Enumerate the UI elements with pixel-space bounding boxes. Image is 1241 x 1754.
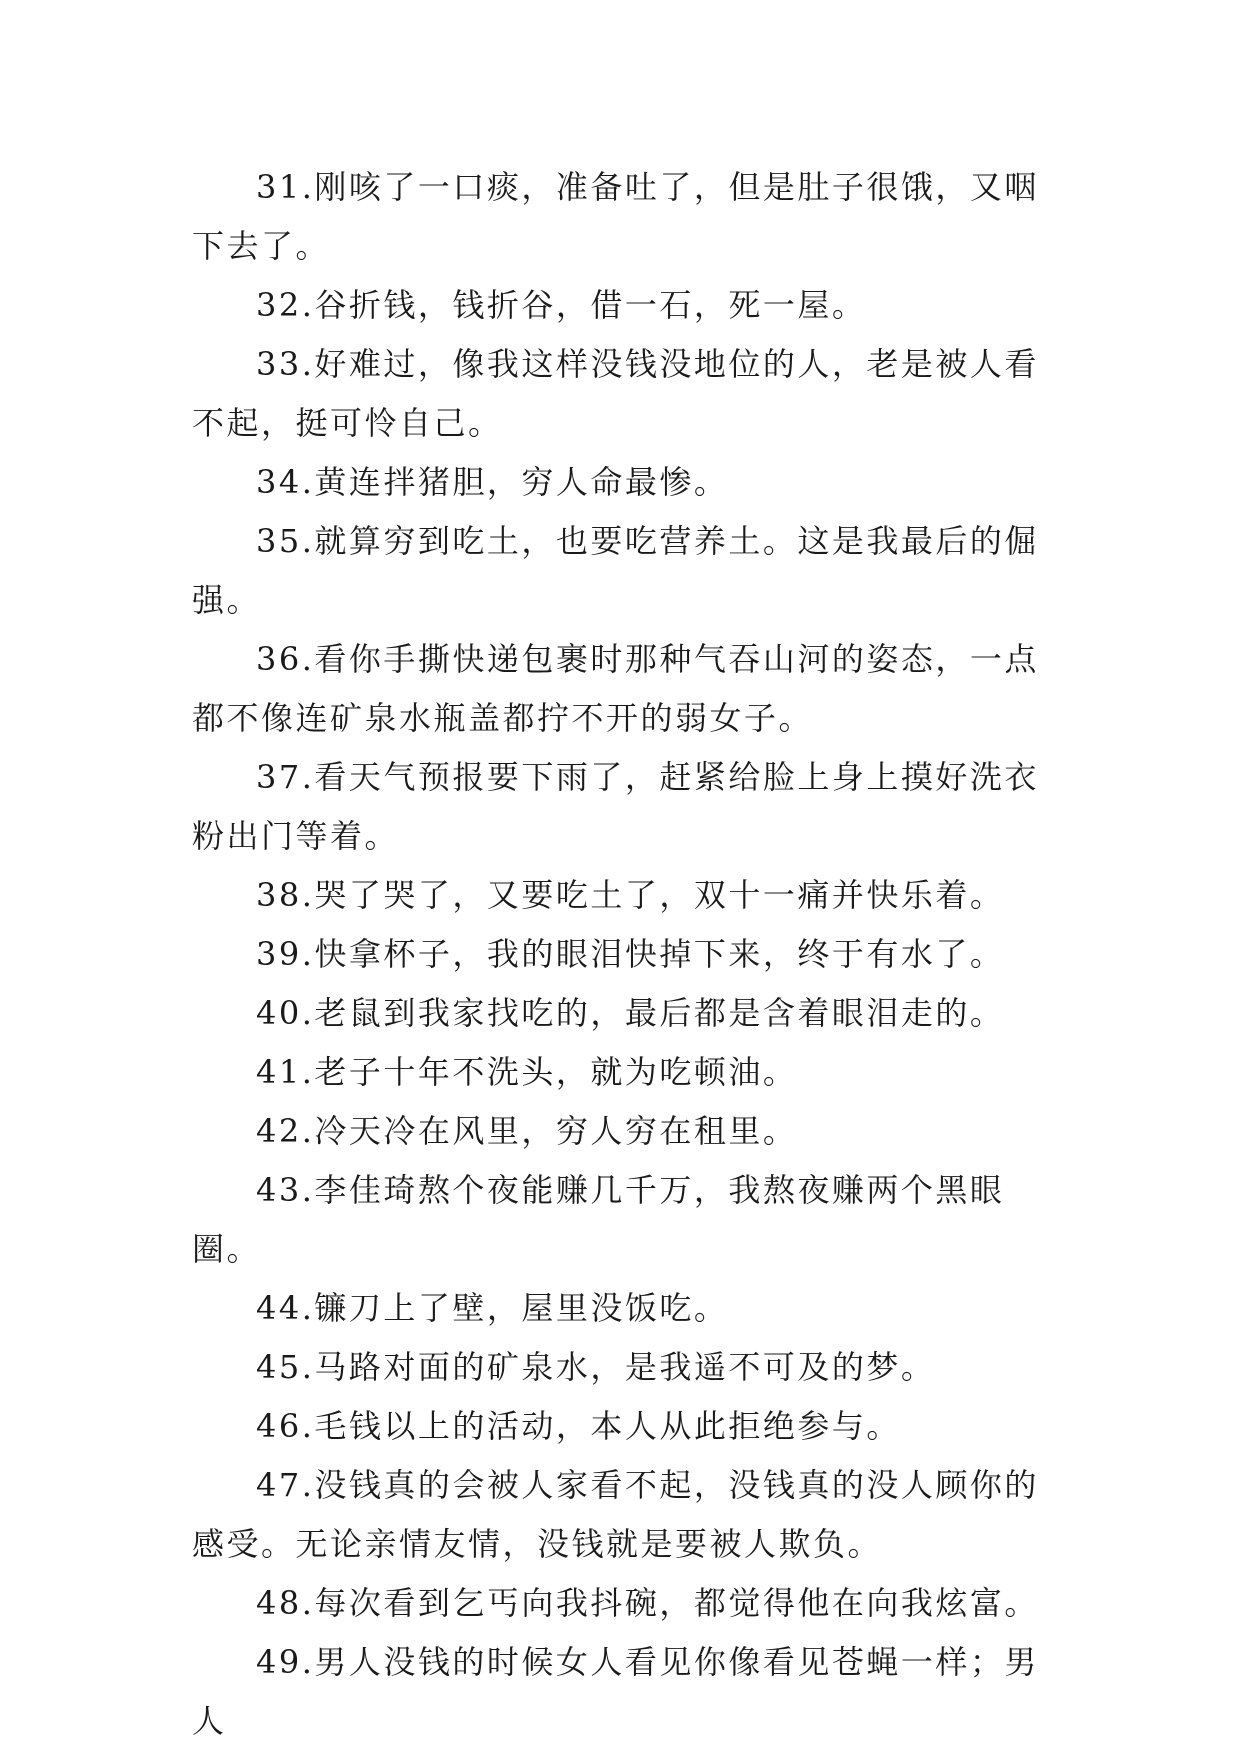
paragraph-35: 35.就算穷到吃土，也要吃营养土。这是我最后的倔强。 — [192, 522, 1039, 619]
paragraph-38: 38.哭了哭了，又要吃土了，双十一痛并快乐着。 — [256, 876, 1005, 914]
paragraph-44: 44.镰刀上了壁，屋里没饭吃。 — [256, 1289, 729, 1327]
paragraph-46: 46.毛钱以上的活动，本人从此拒绝参与。 — [256, 1407, 901, 1445]
paragraph-39: 39.快拿杯子，我的眼泪快掉下来，终于有水了。 — [256, 935, 1005, 973]
paragraph-36: 36.看你手撕快递包裹时那种气吞山河的姿态，一点都不像连矿泉水瓶盖都拧不开的弱女子。 — [192, 640, 1039, 737]
paragraph-42: 42.冷天冷在风里，穷人穷在租里。 — [256, 1112, 798, 1150]
paragraph-34: 34.黄连拌猪胆，穷人命最惨。 — [256, 463, 729, 501]
paragraph-37: 37.看天气预报要下雨了，赶紧给脸上身上摸好洗衣粉出门等着。 — [192, 758, 1039, 855]
paragraph-33: 33.好难过，像我这样没钱没地位的人，老是被人看不起，挺可怜自己。 — [192, 345, 1039, 442]
document-body — [192, 158, 1054, 1751]
paragraph-49: 49.男人没钱的时候女人看见你像看见苍蝇一样；男人 — [192, 1643, 1039, 1740]
paragraph-48: 48.每次看到乞丐向我抖碗，都觉得他在向我炫富。 — [256, 1584, 1039, 1622]
paragraph-32: 32.谷折钱，钱折谷，借一石，死一屋。 — [256, 286, 867, 324]
paragraph-45: 45.马路对面的矿泉水，是我遥不可及的梦。 — [256, 1348, 936, 1386]
paragraph-31: 31.刚咳了一口痰，准备吐了，但是肚子很饿，又咽下去了。 — [192, 168, 1039, 265]
paragraph-43: 43.李佳琦熬个夜能赚几千万，我熬夜赚两个黑眼圈。 — [192, 1171, 1005, 1268]
paragraph-40: 40.老鼠到我家找吃的，最后都是含着眼泪走的。 — [256, 994, 1005, 1032]
paragraph-41: 41.老子十年不洗头，就为吃顿油。 — [256, 1053, 798, 1091]
paragraph-47: 47.没钱真的会被人家看不起，没钱真的没人顾你的感受。无论亲情友情，没钱就是要被人欺负。 — [192, 1466, 1039, 1563]
